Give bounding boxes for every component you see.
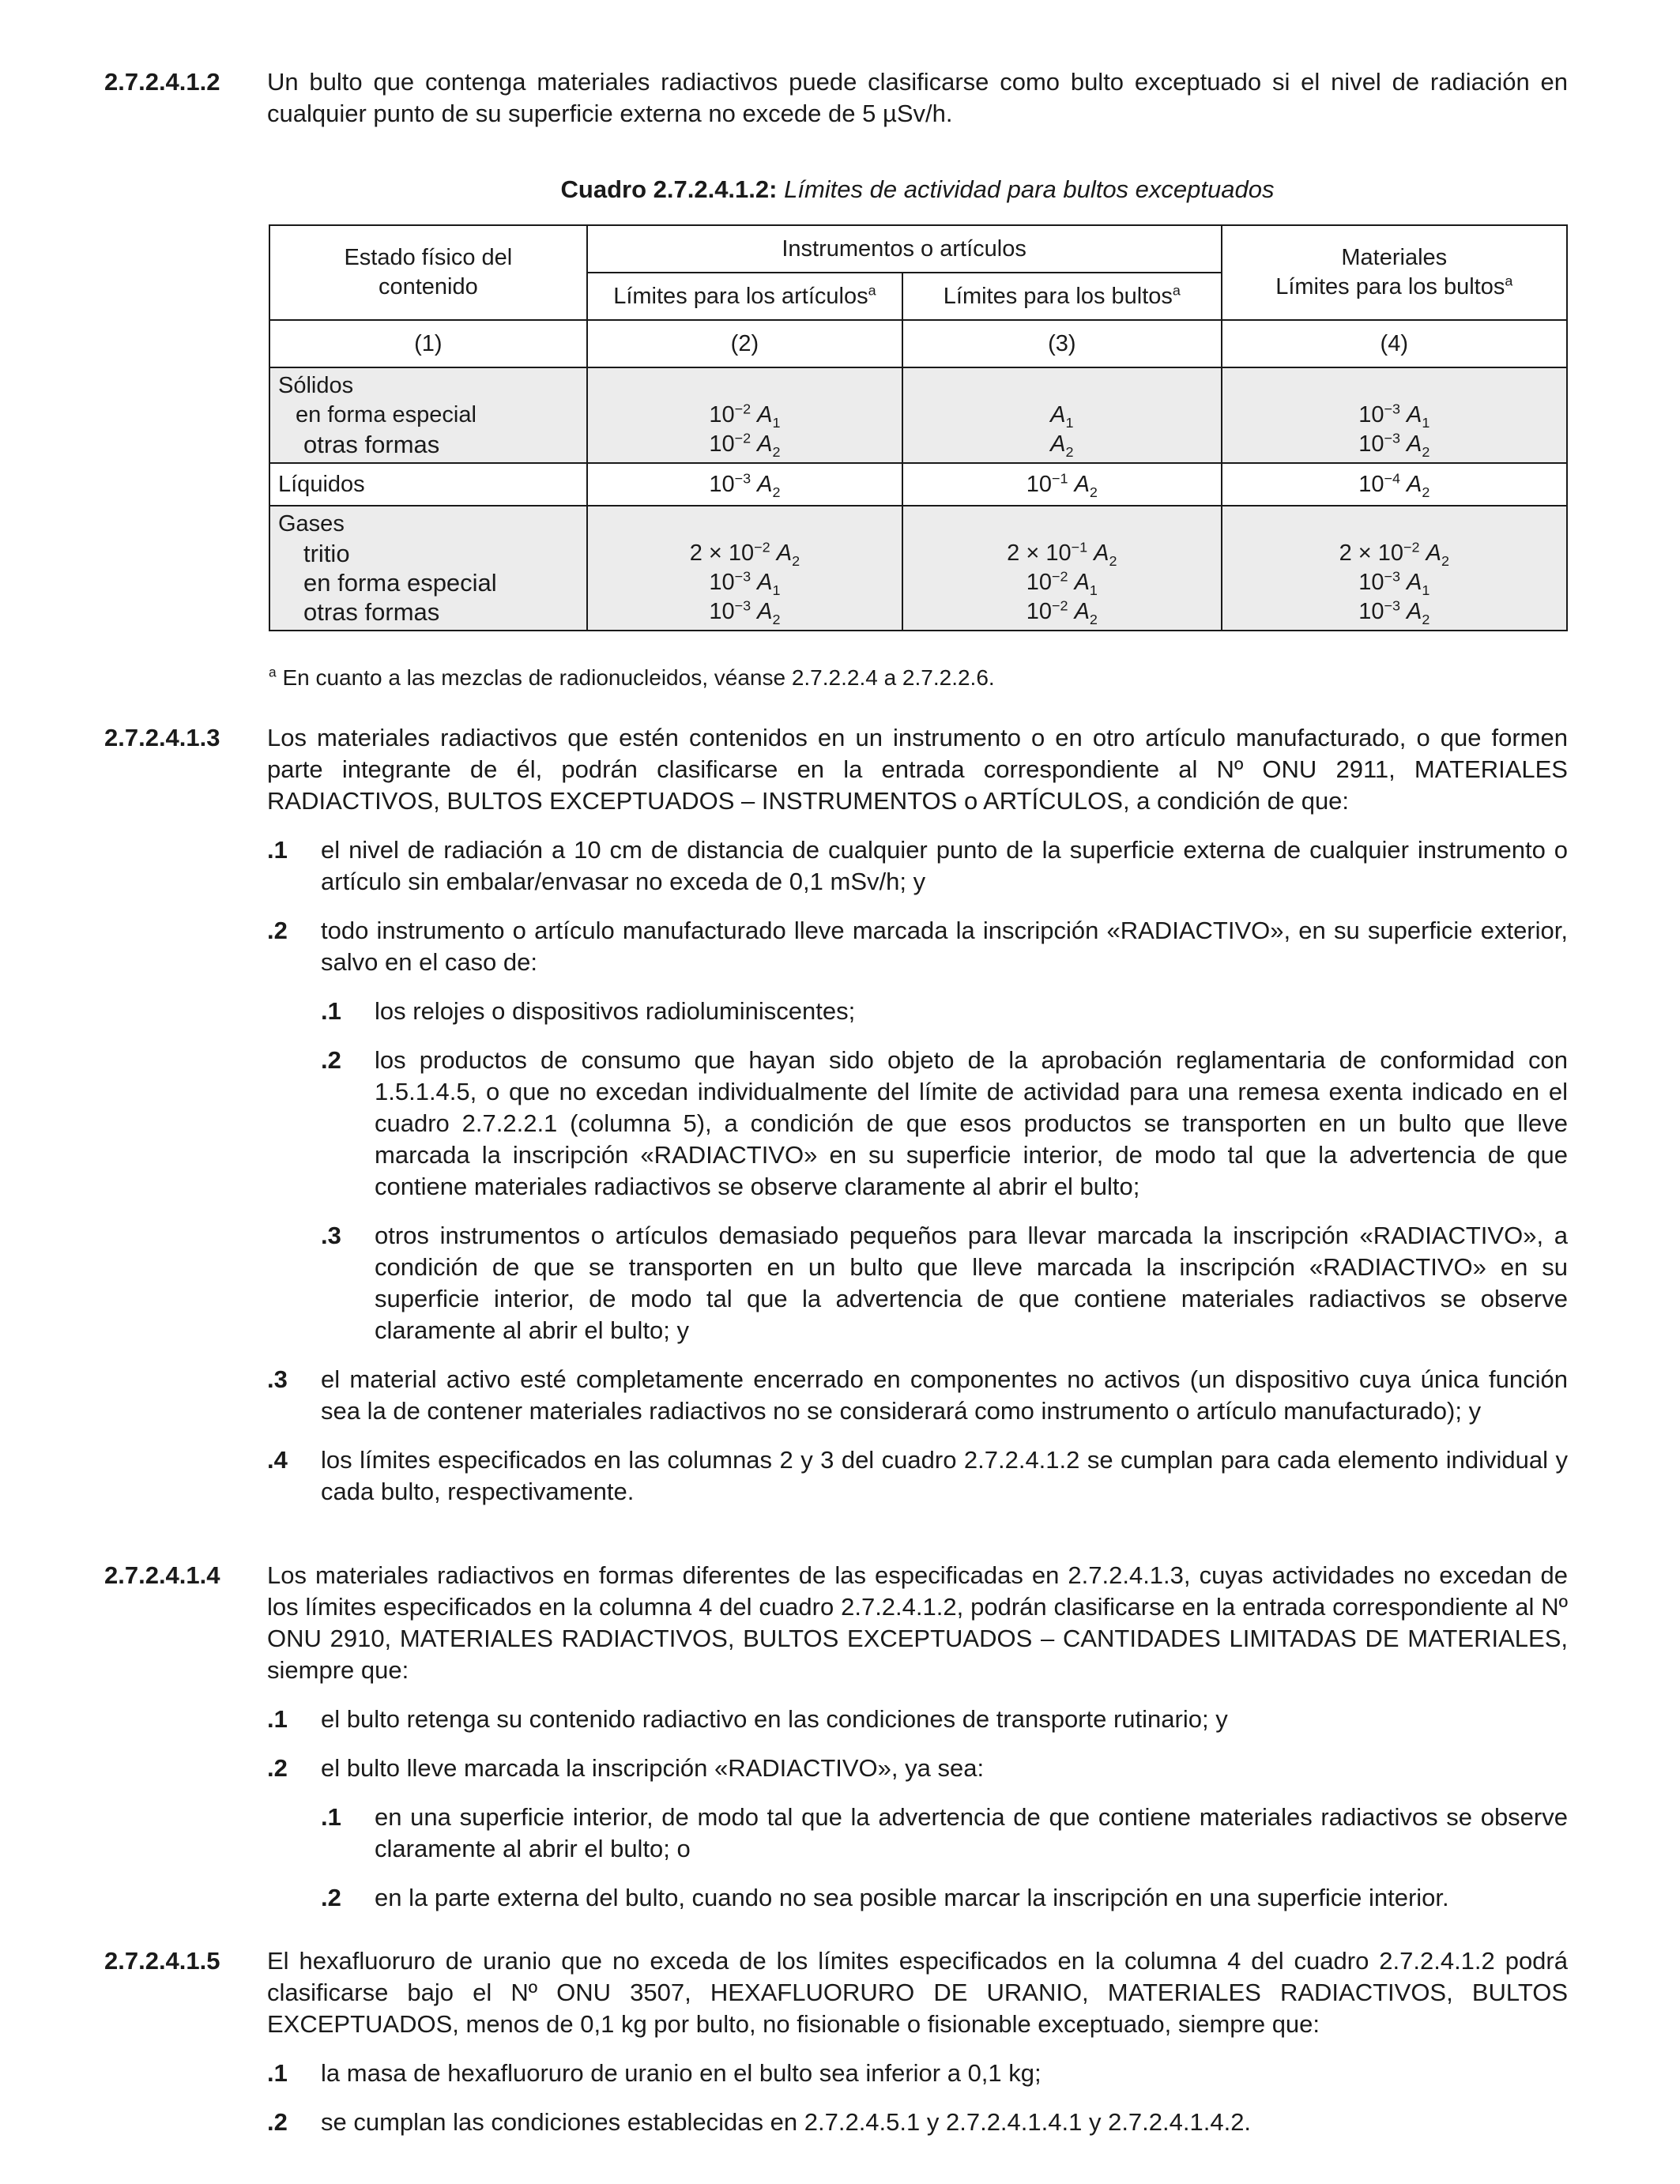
- paragraph-2-7-2-4-1-4: [104, 1560, 1568, 1914]
- paragraph-number: 2.7.2.4.1.5: [104, 1947, 220, 1975]
- list-subitem: .1 los relojes o dispositivos radioluminiscentes;: [321, 997, 856, 1025]
- row-label-liquidos: Líquidos: [269, 463, 587, 506]
- list-item: .4 los límites especificados en las columnas 2 y 3 del cuadro 2.7.2.4.1.2 se cumplan para cada elemento individual y cada bulto, respectivamente.: [267, 1446, 1568, 1505]
- cell-solidos-materiales: $10^{-3}$ $A_1$ $10^{-3}$ $A_2$: [1222, 367, 1567, 463]
- list-item: .3 el material activo esté completamente encerrado en componentes no activos (un dispositivo cuya única función sea la de contener materiales radiactivos no se considerará como instrumento o artículo manufacturado); y: [267, 1365, 1568, 1425]
- list-subitem: .2 los productos de consumo que hayan sido objeto de la aprobación reglamentaria de conformidad con 1.5.1.4.5, o que no excedan individualmente del límite de actividad para una remesa exenta indicado en el cuadro 2.7.2.2.1 (columna 5), a condición de que esos productos se transporten en un bulto que lleve marcada la inscripción «RADIACTIVO» en su superficie interior, de modo tal que la advertencia de que contiene materiales radiactivos se observe claramente al abrir el bulto;: [321, 1046, 1568, 1200]
- header-limites-articulos: Límites para los artículos$^a$: [587, 273, 902, 320]
- table-caption-title: Límites de actividad para bultos exceptuados: [784, 175, 1275, 203]
- table-caption: [267, 174, 1568, 205]
- header-materiales-limits: Límites para los bultos$^a$: [1275, 273, 1513, 299]
- paragraph-text: Los materiales radiactivos que estén contenidos en un instrumento o en otro artículo manufacturado, o que formen parte integrante de él, podrán clasificarse en la entrada correspondiente al Nº ONU 2911, MATERIALES RADIACTIVOS, BULTOS EXCEPTUADOS – INSTRUMENTOS o ARTÍCULOS, a condición de que:: [267, 724, 1568, 815]
- list-item: .1 el bulto retenga su contenido radiactivo en las condiciones de transporte rutinario; y: [267, 1705, 1228, 1733]
- row-label-solidos: Sólidos en forma especial otras formas: [269, 367, 587, 463]
- paragraph-2-7-2-4-1-5: [104, 1945, 1568, 2138]
- header-instrumentos: Instrumentos o artículos: [587, 225, 1222, 273]
- cell-solidos-bultos: $A_1$ $A_2$: [902, 367, 1221, 463]
- cell-solidos-articulos: $10^{-2}$ $A_1$ $10^{-2}$ $A_2$: [587, 367, 902, 463]
- table-row-gases: [269, 506, 1567, 631]
- column-number-2: (2): [587, 320, 902, 367]
- cell-liquidos-bultos: $10^{-1}$ $A_2$: [902, 463, 1221, 506]
- list-subitem: .2 en la parte externa del bulto, cuando no sea posible marcar la inscripción en una superficie interior.: [321, 1884, 1449, 1911]
- list-item: .1 el nivel de radiación a 10 cm de distancia de cualquier punto de la superficie externa de cualquier instrumento o artículo sin embalar/envasar no exceda de 0,1 mSv/h; y: [267, 836, 1568, 895]
- list-subitem: .3 otros instrumentos o artículos demasiado pequeños para llevar marcada la inscripción «RADIACTIVO», a condición de que se transporten en un bulto que lleve marcada la inscripción «RADIACTIVO» en su superficie interior, de modo tal que la advertencia de que contiene materiales radiactivos se observe claramente al abrir el bulto; y: [321, 1222, 1568, 1344]
- cell-liquidos-articulos: $10^{-3}$ $A_2$: [587, 463, 902, 506]
- activity-limits-table: [269, 224, 1568, 631]
- table-footnote: $^a$ En cuanto a las mezclas de radionucleidos, véanse 2.7.2.2.4 a 2.7.2.2.6.: [269, 664, 995, 690]
- table-row-liquidos: [269, 463, 1567, 506]
- column-number-4: (4): [1222, 320, 1567, 367]
- header-limites-bultos: Límites para los bultos$^a$: [902, 273, 1221, 320]
- cell-gases-materiales: $2 \times 10^{-2}$ $A_2$ $10^{-3}$ $A_1$ $10^{-3}$ $A_2$: [1222, 506, 1567, 631]
- paragraph-number: 2.7.2.4.1.4: [104, 1561, 220, 1589]
- table-header-row: [269, 225, 1567, 273]
- paragraph-text: El hexafluoruro de uranio que no exceda de los límites especificados en la columna 4 del cuadro 2.7.2.4.1.2 podrá clasificarse bajo el Nº ONU 3507, HEXAFLUORURO DE URANIO, MATERIALES RADIACTIVOS, BULTOS EXCEPTUADOS, menos de 0,1 kg por bulto, no fisionable o fisionable exceptuado, siempre que:: [267, 1947, 1568, 2038]
- header-estado-fisico: Estado físico del contenido: [269, 225, 587, 320]
- list-item: .2 todo instrumento o artículo manufacturado lleve marcada la inscripción «RADIACTIVO», en su superficie exterior, salvo en el caso de:: [267, 917, 1568, 976]
- table-row-solidos: [269, 367, 1567, 463]
- cell-gases-bultos: $2 \times 10^{-1}$ $A_2$ $10^{-2}$ $A_1$ $10^{-2}$ $A_2$: [902, 506, 1221, 631]
- cell-liquidos-materiales: $10^{-4}$ $A_2$: [1222, 463, 1567, 506]
- row-label-gases: Gases tritio en forma especial otras formas: [269, 506, 587, 631]
- list-item: .2 se cumplan las condiciones establecidas en 2.7.2.4.5.1 y 2.7.2.4.1.4.1 y 2.7.2.4.1.4.2.: [267, 2108, 1252, 2136]
- paragraph-2-7-2-4-1-3: [104, 722, 1568, 1508]
- column-number-1: (1): [269, 320, 587, 367]
- paragraph-number: 2.7.2.4.1.2: [104, 68, 220, 96]
- header-materiales: [1222, 225, 1567, 320]
- list-item: .2 el bulto lleve marcada la inscripción «RADIACTIVO», ya sea:: [267, 1754, 985, 1782]
- table-caption-number: Cuadro 2.7.2.4.1.2:: [560, 175, 778, 203]
- paragraph-text: Los materiales radiactivos en formas diferentes de las especificadas en 2.7.2.4.1.3, cuyas actividades no excedan de los límites especificados en la columna 4 del cuadro 2.7.2.4.1.2, podrán clasificarse en la entrada correspondiente al Nº ONU 2910, MATERIALES RADIACTIVOS, BULTOS EXCEPTUADOS – CANTIDADES LIMITADAS DE MATERIALES, siempre que:: [267, 1561, 1568, 1684]
- column-number-3: (3): [902, 320, 1221, 367]
- header-materiales-title: Materiales: [1341, 245, 1448, 270]
- list-item: .1 la masa de hexafluoruro de uranio en el bulto sea inferior a 0,1 kg;: [267, 2059, 1042, 2087]
- cell-gases-articulos: $2 \times 10^{-2}$ $A_2$ $10^{-3}$ $A_1$ $10^{-3}$ $A_2$: [587, 506, 902, 631]
- column-number-row: [269, 320, 1567, 367]
- list-subitem: .1 en una superficie interior, de modo tal que la advertencia de que contiene materiales radiactivos se observe claramente al abrir el bulto; o: [321, 1803, 1568, 1862]
- paragraph-text: Un bulto que contenga materiales radiactivos puede clasificarse como bulto exceptuado si el nivel de radiación en cualquier punto de su superficie externa no excede de 5 µSv/h.: [267, 68, 1568, 127]
- paragraph-2-7-2-4-1-2: [104, 66, 1568, 130]
- paragraph-number: 2.7.2.4.1.3: [104, 724, 220, 751]
